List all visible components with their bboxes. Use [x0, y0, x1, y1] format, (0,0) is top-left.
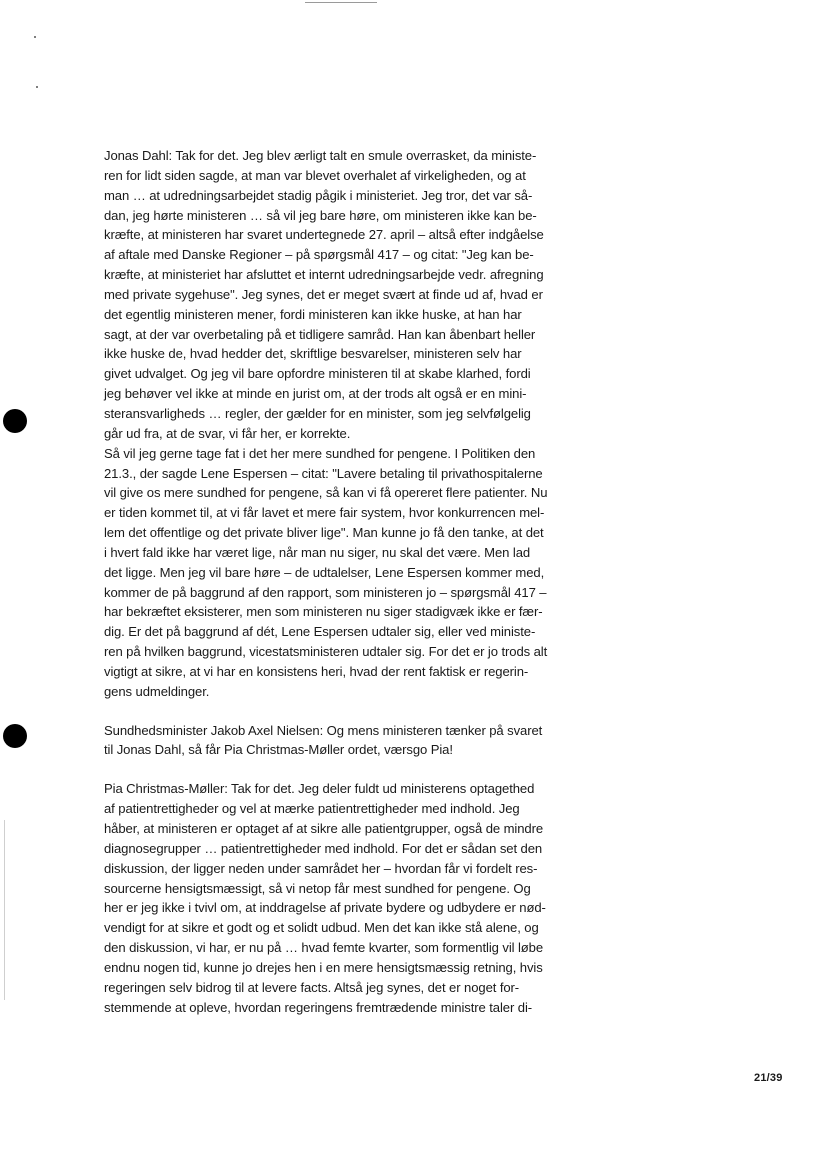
text-line: diagnosegrupper … patientrettigheder med indhold. For det er sådan set den [104, 840, 543, 856]
text-line: kommer de på baggrund af den rapport, som ministeren jo – spørgsmål 417 – [104, 584, 547, 600]
punch-hole [3, 409, 27, 433]
text-line: steransvarligheds … regler, der gælder for en minister, som jeg selvfølgelig [104, 405, 531, 421]
text-line: er tiden kommet til, at vi får lavet et mere fair system, hvor konkurrencen mel- [104, 505, 545, 521]
text-line: her er jeg ikke i tvivl om, at inddragelse af private bydere og udbydere er nød- [104, 900, 546, 916]
text-line: Sundhedsminister Jakob Axel Nielsen: Og mens ministeren tænker på svaret [104, 722, 543, 738]
paragraph-pia-christmas-moller [104, 779, 594, 1017]
text-line: stemmende at opleve, hvordan regeringens fremtrædende ministre taler di- [104, 999, 533, 1015]
text-line: ren på hvilken baggrund, vicestatsministeren udtaler sig. For det er jo trods alt [104, 644, 548, 660]
text-line: Jonas Dahl: Tak for det. Jeg blev ærligt talt en smule overrasket, da ministe- [104, 148, 537, 163]
text-line: diskussion, der ligger neden under samrådet her – hvordan får vi fordelt res- [104, 860, 538, 876]
scan-speck [34, 36, 36, 38]
scan-speck [36, 86, 38, 88]
page-edge [4, 820, 5, 1000]
text-line: går ud fra, at de svar, vi får her, er korrekte. [104, 425, 351, 441]
text-line: kræfte, at ministeriet har afsluttet et internt udredningsarbejde vedr. afregning [104, 267, 544, 283]
text-line: 21.3., der sagde Lene Espersen – citat: "Lavere betaling til privathospitalerne [104, 465, 543, 481]
text-line: til Jonas Dahl, så får Pia Christmas-Møller ordet, værsgo Pia! [104, 742, 453, 758]
text-line: har bekræftet eksisterer, men som ministeren nu siger stadigvæk ikke er fær- [104, 604, 543, 620]
text-line: det ligge. Men jeg vil bare høre – de udtalelser, Lene Espersen kommer med, [104, 564, 545, 580]
text-line: vendigt for at sikre et godt og et solidt udbud. Men det kan ikke stå alene, og [104, 920, 539, 936]
text-line: regeringen selv bidrog til at levere facts. Altså jeg synes, det er noget for- [104, 979, 520, 995]
text-line: sourcerne hensigtsmæssigt, så vi netop får mest sundhed for pengene. Og [104, 880, 531, 896]
text-line: håber, at ministeren er optaget af at sikre alle patientgrupper, også de mindre [104, 821, 544, 836]
text-line: i hvert fald ikke har været lige, når man nu siger, nu skal det være. Men lad [104, 544, 531, 560]
text-line: sagt, at der var overbetaling på et tidligere samråd. Han kan åbenbart heller [104, 326, 536, 342]
text-line: af aftale med Danske Regioner – på spørgsmål 417 – og citat: "Jeg kan be- [104, 247, 534, 263]
text-line: af patientrettigheder og vel at mærke patientrettigheder med indhold. Jeg [104, 801, 520, 817]
text-line: ren for lidt siden sagde, at man var blevet overhalet af virkeligheden, og at [104, 167, 526, 183]
text-line: Så vil jeg gerne tage fat i det her mere sundhed for pengene. I Politiken den [104, 445, 536, 461]
text-line: med private sygehuse". Jeg synes, det er meget svært at finde ud af, hvad er [104, 286, 543, 302]
text-line: man … at udredningsarbejdet stadig pågik i ministeriet. Jeg tror, det var så- [104, 187, 533, 203]
text-line: dan, jeg hørte ministeren … så vil jeg bare høre, om ministeren ikke kan be- [104, 207, 537, 223]
text-line: dig. Er det på baggrund af dét, Lene Espersen udtaler sig, eller ved ministe- [104, 624, 536, 640]
text-line: ikke huske de, hvad hedder det, skriftlige besvarelser, ministeren selv har [104, 346, 522, 362]
text-line: givet udvalget. Og jeg vil bare opfordre ministeren til at skabe klarhed, fordi [104, 366, 531, 382]
text-line: vil give os mere sundhed for pengene, så kan vi få opereret flere patienter. Nu [104, 485, 548, 501]
text-line: Pia Christmas-Møller: Tak for det. Jeg deler fuldt ud ministerens optagethed [104, 781, 535, 797]
top-rule [305, 2, 377, 3]
text-line: jeg behøver vel ikke at minde en jurist om, at der trods alt også er en mini- [104, 386, 527, 402]
text-line: vigtigt at sikre, at vi har en konsistens heri, hvad der rent faktisk er regerin- [104, 663, 529, 679]
paragraph-jonas-dahl [104, 146, 594, 702]
text-line: den diskussion, vi har, er nu på … hvad femte kvarter, som formentlig vil løbe [104, 940, 544, 956]
transcript-body [104, 146, 594, 1017]
text-line: det egentlig ministeren mener, fordi ministeren kan ikke huske, at han har [104, 306, 522, 322]
text-line: lem det offentlige og det private bliver lige". Man kunne jo få den tanke, at det [104, 525, 544, 541]
text-line: gens udmeldinger. [104, 683, 210, 699]
text-line: kræfte, at ministeren har svaret undertegnede 27. april – altså efter indgåelse [104, 227, 544, 243]
page-number: 21/39 [754, 1072, 783, 1084]
text-line: endnu nogen tid, kunne jo drejes hen i en mere hensigtsmæssig retning, hvis [104, 959, 543, 975]
punch-hole [3, 724, 27, 748]
paragraph-sundhedsminister [104, 721, 594, 761]
